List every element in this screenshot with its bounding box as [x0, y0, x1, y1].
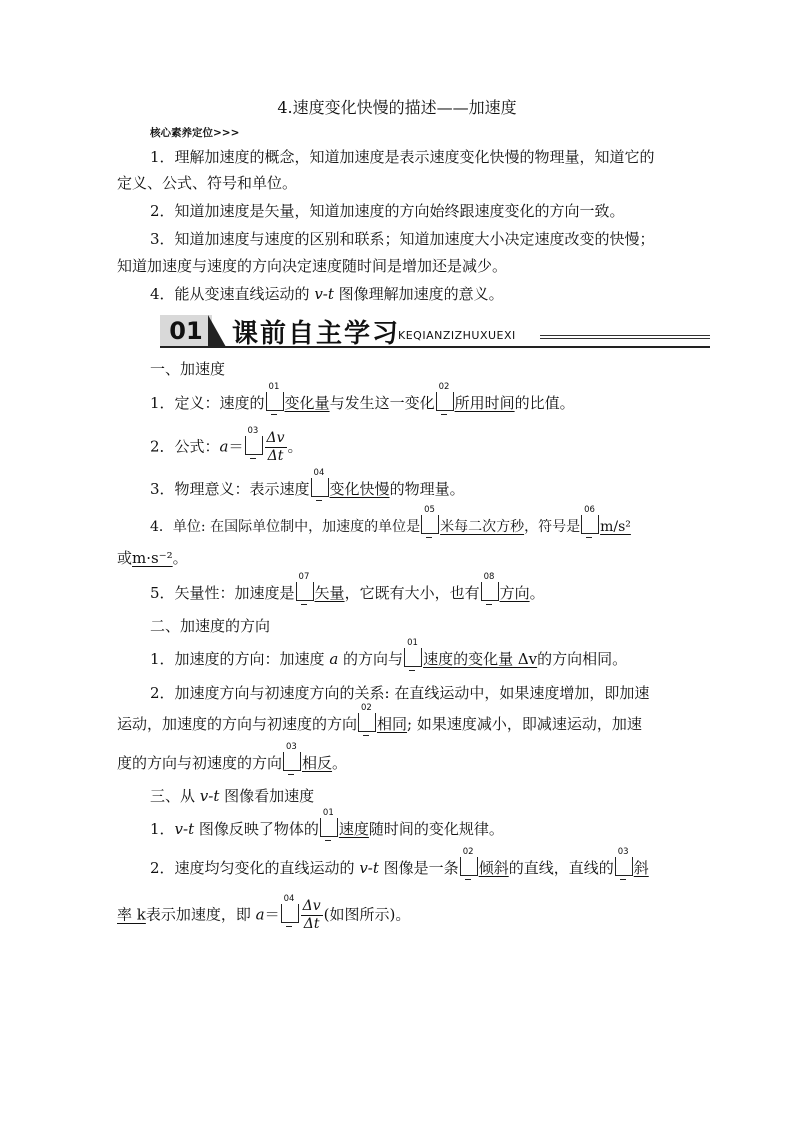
answer-text: m/s² [600, 519, 631, 535]
banner-subtitle: KEQIANZIZHUXUEXI [398, 329, 516, 342]
list-item: 2．加速度方向与初速度方向的关系: 在直线运动中，如果速度增加，即加速 [150, 684, 650, 702]
banner-number: 01 [160, 315, 212, 347]
answer-text: 矢量 [314, 584, 345, 602]
banner-title: 课前自主学习 [232, 319, 401, 349]
answer-text: 米每二次方秒 [440, 519, 525, 535]
core-literacy-label: 核心素养定位>>> [150, 127, 240, 139]
list-item-continuation: 度的方向与初速度的方向 03 相反。 [117, 750, 347, 776]
list-item: 1．加速度的方向：加速度 a 的方向与 01 速度的变化量 Δv的方向相同。 [150, 646, 627, 672]
page-title: 4.速度变化快慢的描述——加速度 [277, 98, 517, 117]
section-banner [160, 315, 710, 347]
goal-line: 2．知道加速度是矢量，知道加速度的方向始终跟速度变化的方向一致。 [150, 202, 625, 220]
answer-text: 率 k [117, 905, 146, 924]
fraction: $\frac{\Delta v}{\Delta t}$ [266, 430, 285, 464]
blank-box-icon: 05 [421, 515, 439, 534]
banner-rule [540, 335, 710, 336]
answer-text: 相同 [377, 715, 408, 733]
goal-line: 1．理解加速度的概念，知道加速度是表示速度变化快慢的物理量，知道它的 [150, 148, 655, 166]
answer-text: 速度 [338, 820, 369, 838]
list-item: 1．定义：速度的 01 变化量与发生这一变化 02 所用时间的比值。 [150, 390, 575, 416]
goal-line: 3．知道加速度与速度的区别和联系；知道加速度大小决定速度改变的快慢； [150, 230, 655, 248]
answer-text: m·s⁻² [132, 549, 173, 567]
blank-box-icon: 01 [320, 818, 338, 837]
answer-text: 倾斜 [478, 859, 509, 877]
answer-text: 变化快慢 [329, 480, 390, 498]
blank-box-icon: 03 [245, 436, 263, 455]
list-item-continuation: 率 k表示加速度，即 a＝ 04 $\frac{\Delta v}{\Delta t}$ (如图所示)。 [117, 893, 411, 932]
goal-line: 4．能从变速直线运动的 v-t 图像理解加速度的意义。 [150, 285, 504, 303]
blank-box-icon: 01 [266, 392, 284, 411]
answer-text: 变化量 [284, 394, 330, 412]
blank-box-icon: 06 [581, 515, 599, 534]
answer-text: 斜 [633, 859, 649, 877]
list-item-continuation: 或m·s⁻²。 [117, 549, 188, 567]
blank-box-icon: 02 [436, 392, 454, 411]
section-heading: 三、从 v-t 图像看加速度 [150, 787, 315, 805]
answer-text: 速度的变化量 Δv [423, 650, 538, 668]
blank-box-icon: 02 [460, 857, 478, 876]
list-item: 2．速度均匀变化的直线运动的 v-t 图像是一条 02 倾斜的直线，直线的 03 斜 [150, 855, 649, 881]
blank-box-icon: 04 [281, 904, 299, 923]
goal-line: 知道加速度与速度的方向决定速度随时间是增加还是减少。 [117, 257, 508, 275]
section-heading: 一、加速度 [150, 360, 226, 378]
list-item-continuation: 运动，加速度的方向与初速度的方向 02 相同; 如果速度减小，即减速运动，加速 [117, 711, 642, 737]
list-item: 1．v-t 图像反映了物体的 01 速度随时间的变化规律。 [150, 816, 504, 842]
blank-box-icon: 03 [283, 752, 301, 771]
list-item: 3．物理意义：表示速度 04 变化快慢的物理量。 [150, 476, 465, 502]
blank-box-icon: 04 [311, 478, 329, 497]
answer-text: 方向 [499, 584, 530, 602]
answer-text: 相反 [302, 754, 333, 772]
banner-rule [540, 338, 710, 339]
answer-text: 所用时间 [454, 394, 515, 412]
blank-box-icon: 08 [481, 582, 499, 601]
blank-box-icon: 07 [296, 582, 314, 601]
section-heading: 二、加速度的方向 [150, 617, 271, 635]
goal-line: 定义、公式、符号和单位。 [117, 174, 298, 192]
blank-box-icon: 01 [404, 648, 422, 667]
list-item: 5．矢量性：加速度是 07 矢量，它既有大小，也有 08 方向。 [150, 580, 545, 606]
blank-box-icon: 02 [358, 713, 376, 732]
fraction: $\frac{\Delta v}{\Delta t}$ [302, 898, 321, 932]
list-item: 2．公式：a＝ 03 $\frac{\Delta v}{\Delta t}$ 。 [150, 425, 303, 464]
banner-slash-decoration [208, 315, 226, 347]
banner-baseline [160, 346, 710, 348]
blank-box-icon: 03 [615, 857, 633, 876]
list-item: 4．单位: 在国际单位制中，加速度的单位是 05 米每二次方秒，符号是 06 m/s² [150, 514, 631, 540]
